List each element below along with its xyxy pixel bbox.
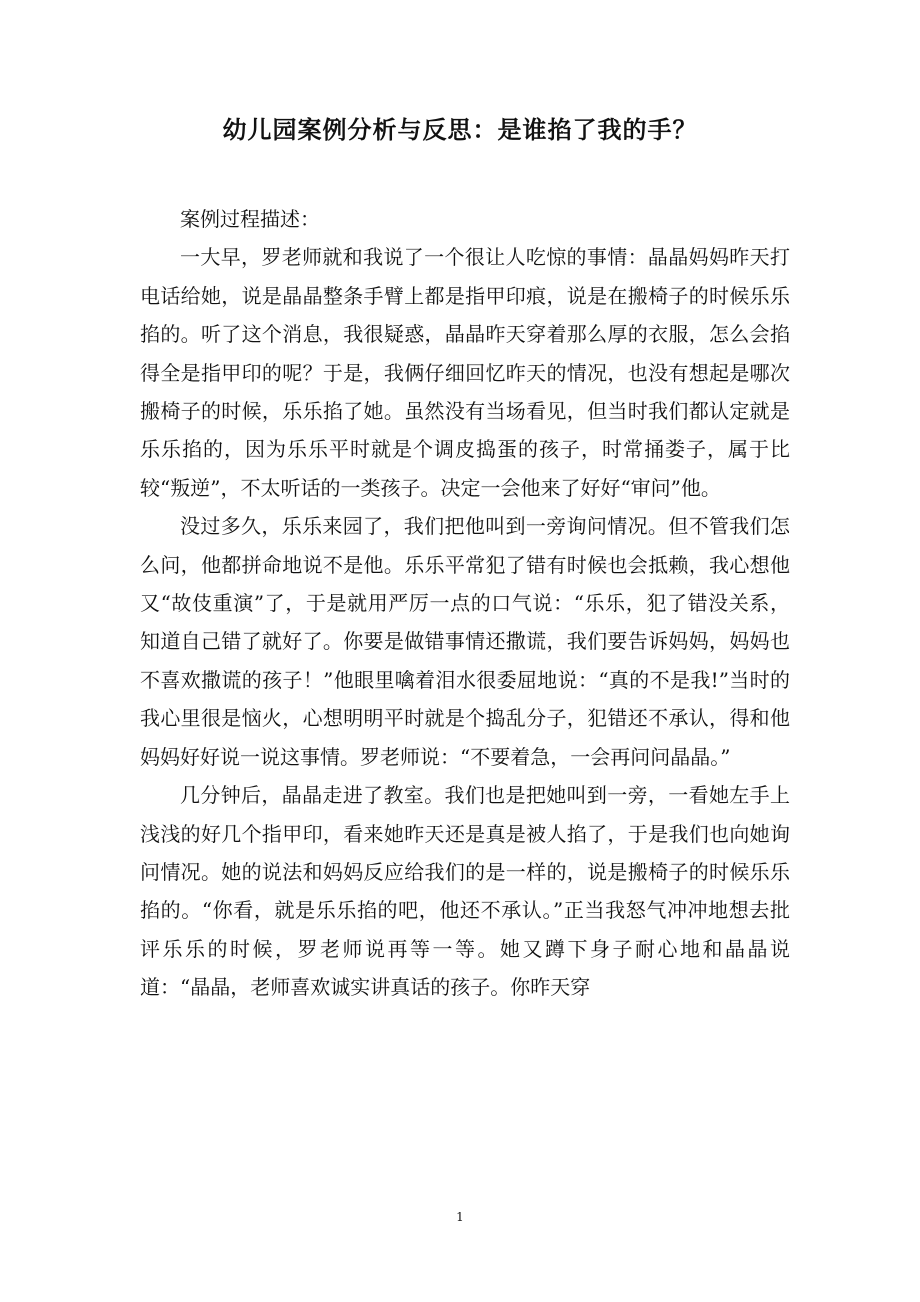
document-body [140, 200, 790, 1007]
page-number: 1 [456, 1210, 464, 1224]
paragraph: 一大早，罗老师就和我说了一个很让人吃惊的事情：晶晶妈妈昨天打电话给她，说是晶晶整条手臂上都是指甲印痕，说是在搬椅子的时候乐乐掐的。听了这个消息，我很疑惑，晶晶昨天穿着那么厚的衣服，怎么会掐得全是指甲印的呢？于是，我俩仔细回忆昨天的情况，也没有想起是哪次搬椅子的时候，乐乐掐了她。虽然没有当场看见，但当时我们都认定就是乐乐掐的，因为乐乐平时就是个调皮捣蛋的孩子，时常捅娄子，属于比较“叛逆”，不太听话的一类孩子。决定一会他来了好好“审问”他。 [140, 245, 790, 500]
document-title: 幼儿园案例分析与反思：是谁掐了我的手？ [222, 115, 698, 144]
paragraph: 几分钟后，晶晶走进了教室。我们也是把她叫到一旁，一看她左手上浅浅的好几个指甲印，看来她昨天还是真是被人掐了，于是我们也向她询问情况。她的说法和妈妈反应给我们的是一样的，说是搬椅子的时候乐乐掐的。“你看，就是乐乐掐的吧，他还不承认。”正当我怒气冲冲地想去批评乐乐的时候，罗老师说再等一等。她又蹲下身子耐心地和晶晶说道：“晶晶，老师喜欢诚实讲真话的孩子。你昨天穿 [140, 783, 790, 1000]
paragraph: 没过多久，乐乐来园了，我们把他叫到一旁询问情况。但不管我们怎么问，他都拼命地说不是他。乐乐平常犯了错有时候也会抵赖，我心想他又“故伎重演”了，于是就用严厉一点的口气说：“乐乐，犯了错没关系，知道自己错了就好了。你要是做错事情还撒谎，我们要告诉妈妈，妈妈也不喜欢撒谎的孩子！”他眼里噙着泪水很委屈地说：“真的不是我!”当时的我心里很是恼火，心想明明平时就是个捣乱分子，犯错还不承认，得和他妈妈好好说一说这事情。罗老师说：“不要着急，一会再问问晶晶。” [140, 514, 790, 769]
section-heading: 案例过程描述： [180, 207, 320, 231]
